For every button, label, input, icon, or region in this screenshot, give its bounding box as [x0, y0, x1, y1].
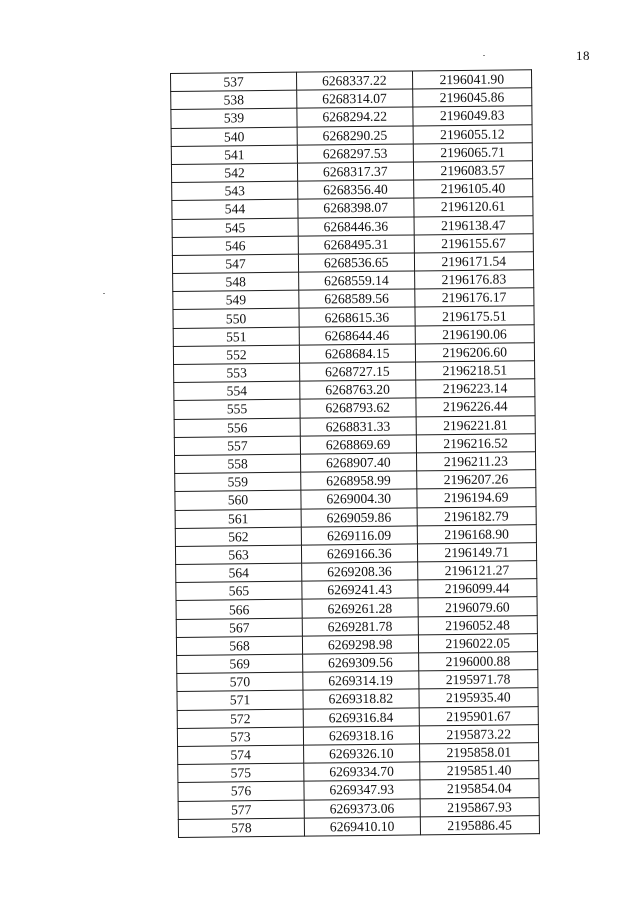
point-number-cell: 546 [172, 236, 298, 256]
point-number-cell: 558 [175, 454, 301, 474]
point-number-cell: 571 [177, 691, 303, 711]
point-number-cell: 537 [171, 72, 297, 92]
y-coordinate-cell: 2195858.01 [419, 743, 539, 762]
y-coordinate-cell: 2196211.23 [416, 452, 536, 471]
point-number-cell: 565 [176, 581, 302, 601]
x-coordinate-cell: 6269373.06 [304, 798, 420, 817]
point-number-cell: 540 [171, 127, 297, 147]
y-coordinate-cell: 2196049.83 [412, 106, 532, 125]
point-number-cell: 562 [175, 527, 301, 547]
point-number-cell: 576 [178, 781, 304, 801]
x-coordinate-cell: 6268290.25 [297, 126, 413, 145]
x-coordinate-cell: 6269298.98 [302, 635, 418, 654]
point-number-cell: 550 [173, 309, 299, 329]
x-coordinate-cell: 6268615.36 [299, 307, 415, 326]
x-coordinate-cell: 6268536.65 [298, 253, 414, 272]
y-coordinate-cell: 2196083.57 [413, 161, 533, 180]
x-coordinate-cell: 6269208.36 [302, 562, 418, 581]
x-coordinate-cell: 6269166.36 [301, 544, 417, 563]
y-coordinate-cell: 2196099.44 [417, 579, 537, 598]
x-coordinate-cell: 6269281.78 [302, 617, 418, 636]
y-coordinate-cell: 2195971.78 [418, 670, 538, 689]
x-coordinate-cell: 6268398.07 [298, 198, 414, 217]
point-number-cell: 548 [173, 272, 299, 292]
x-coordinate-cell: 6268644.46 [299, 326, 415, 345]
point-number-cell: 549 [173, 290, 299, 310]
y-coordinate-cell: 2196221.81 [416, 415, 536, 434]
point-number-cell: 574 [178, 745, 304, 765]
point-number-cell: 561 [175, 509, 301, 529]
point-number-cell: 543 [172, 181, 298, 201]
point-number-cell: 554 [174, 381, 300, 401]
x-coordinate-cell: 6268337.22 [296, 71, 412, 90]
y-coordinate-cell: 2196226.44 [415, 397, 535, 416]
x-coordinate-cell: 6269318.16 [303, 726, 419, 745]
x-coordinate-cell: 6269314.19 [303, 671, 419, 690]
coordinates-table [170, 69, 540, 838]
point-number-cell: 568 [176, 636, 302, 656]
point-number-cell: 570 [177, 672, 303, 692]
x-coordinate-cell: 6268684.15 [299, 344, 415, 363]
point-number-cell: 567 [176, 618, 302, 638]
point-number-cell: 575 [178, 763, 304, 783]
point-number-cell: 563 [175, 545, 301, 565]
scan-speck [103, 293, 105, 294]
point-number-cell: 553 [174, 363, 300, 383]
point-number-cell: 556 [174, 418, 300, 438]
x-coordinate-cell: 6269004.30 [301, 489, 417, 508]
y-coordinate-cell: 2196155.67 [414, 233, 534, 252]
y-coordinate-cell: 2196022.05 [418, 633, 538, 652]
y-coordinate-cell: 2196168.90 [417, 524, 537, 543]
y-coordinate-cell: 2195935.40 [418, 688, 538, 707]
point-number-cell: 569 [177, 654, 303, 674]
point-number-cell: 573 [177, 727, 303, 747]
y-coordinate-cell: 2196175.51 [414, 306, 534, 325]
y-coordinate-cell: 2196149.71 [417, 543, 537, 562]
page-number: 18 [576, 48, 590, 63]
x-coordinate-cell: 6268297.53 [297, 144, 413, 163]
y-coordinate-cell: 2196079.60 [418, 597, 538, 616]
x-coordinate-cell: 6268958.99 [301, 471, 417, 490]
y-coordinate-cell: 2196207.26 [416, 470, 536, 489]
y-coordinate-cell: 2196052.48 [418, 615, 538, 634]
y-coordinate-cell: 2196190.06 [415, 324, 535, 343]
y-coordinate-cell: 2196045.86 [412, 88, 532, 107]
x-coordinate-cell: 6269347.93 [304, 780, 420, 799]
point-number-cell: 560 [175, 490, 301, 510]
x-coordinate-cell: 6269326.10 [304, 744, 420, 763]
x-coordinate-cell: 6269241.43 [302, 580, 418, 599]
point-number-cell: 559 [175, 472, 301, 492]
x-coordinate-cell: 6269334.70 [304, 762, 420, 781]
x-coordinate-cell: 6268727.15 [300, 362, 416, 381]
point-number-cell: 572 [177, 709, 303, 729]
x-coordinate-cell: 6268356.40 [298, 180, 414, 199]
point-number-cell: 577 [178, 800, 304, 820]
y-coordinate-cell: 2196176.83 [414, 270, 534, 289]
point-number-cell: 545 [172, 218, 298, 238]
x-coordinate-cell: 6269410.10 [304, 817, 420, 836]
x-coordinate-cell: 6269261.28 [302, 598, 418, 617]
y-coordinate-cell: 2195867.93 [420, 797, 540, 816]
point-number-cell: 539 [171, 109, 297, 129]
coordinates-table-body [171, 70, 540, 838]
y-coordinate-cell: 2196216.52 [416, 433, 536, 452]
x-coordinate-cell: 6268314.07 [297, 89, 413, 108]
x-coordinate-cell: 6268907.40 [300, 453, 416, 472]
y-coordinate-cell: 2196105.40 [413, 179, 533, 198]
point-number-cell: 564 [176, 563, 302, 583]
x-coordinate-cell: 6268559.14 [299, 271, 415, 290]
y-coordinate-cell: 2196065.71 [413, 142, 533, 161]
x-coordinate-cell: 6268495.31 [298, 235, 414, 254]
y-coordinate-cell: 2196055.12 [413, 124, 533, 143]
point-number-cell: 557 [174, 436, 300, 456]
y-coordinate-cell: 2196194.69 [416, 488, 536, 507]
x-coordinate-cell: 6268831.33 [300, 417, 416, 436]
y-coordinate-cell: 2196176.17 [414, 288, 534, 307]
x-coordinate-cell: 6268793.62 [300, 398, 416, 417]
x-coordinate-cell: 6268446.36 [298, 216, 414, 235]
y-coordinate-cell: 2196182.79 [417, 506, 537, 525]
point-number-cell: 544 [172, 199, 298, 219]
x-coordinate-cell: 6268869.69 [300, 435, 416, 454]
x-coordinate-cell: 6268317.37 [297, 162, 413, 181]
y-coordinate-cell: 2196041.90 [412, 70, 532, 89]
y-coordinate-cell: 2195901.67 [419, 706, 539, 725]
y-coordinate-cell: 2196120.61 [413, 197, 533, 216]
y-coordinate-cell: 2195854.04 [419, 779, 539, 798]
x-coordinate-cell: 6268294.22 [297, 107, 413, 126]
point-number-cell: 566 [176, 600, 302, 620]
point-number-cell: 541 [171, 145, 297, 165]
y-coordinate-cell: 2196206.60 [415, 343, 535, 362]
x-coordinate-cell: 6268589.56 [299, 289, 415, 308]
x-coordinate-cell: 6269059.86 [301, 507, 417, 526]
point-number-cell: 578 [178, 818, 304, 838]
point-number-cell: 547 [172, 254, 298, 274]
y-coordinate-cell: 2195886.45 [420, 815, 540, 834]
point-number-cell: 555 [174, 400, 300, 420]
y-coordinate-cell: 2196000.88 [418, 652, 538, 671]
x-coordinate-cell: 6269309.56 [303, 653, 419, 672]
x-coordinate-cell: 6268763.20 [300, 380, 416, 399]
y-coordinate-cell: 2196138.47 [414, 215, 534, 234]
x-coordinate-cell: 6269318.82 [303, 689, 419, 708]
point-number-cell: 542 [171, 163, 297, 183]
x-coordinate-cell: 6269316.84 [303, 707, 419, 726]
y-coordinate-cell: 2196121.27 [417, 561, 537, 580]
scan-speck [483, 55, 485, 56]
x-coordinate-cell: 6269116.09 [301, 526, 417, 545]
y-coordinate-cell: 2196223.14 [415, 379, 535, 398]
y-coordinate-cell: 2196171.54 [414, 252, 534, 271]
y-coordinate-cell: 2195873.22 [419, 724, 539, 743]
point-number-cell: 538 [171, 90, 297, 110]
point-number-cell: 551 [173, 327, 299, 347]
y-coordinate-cell: 2195851.40 [419, 761, 539, 780]
point-number-cell: 552 [173, 345, 299, 365]
table-row [178, 815, 539, 837]
y-coordinate-cell: 2196218.51 [415, 361, 535, 380]
